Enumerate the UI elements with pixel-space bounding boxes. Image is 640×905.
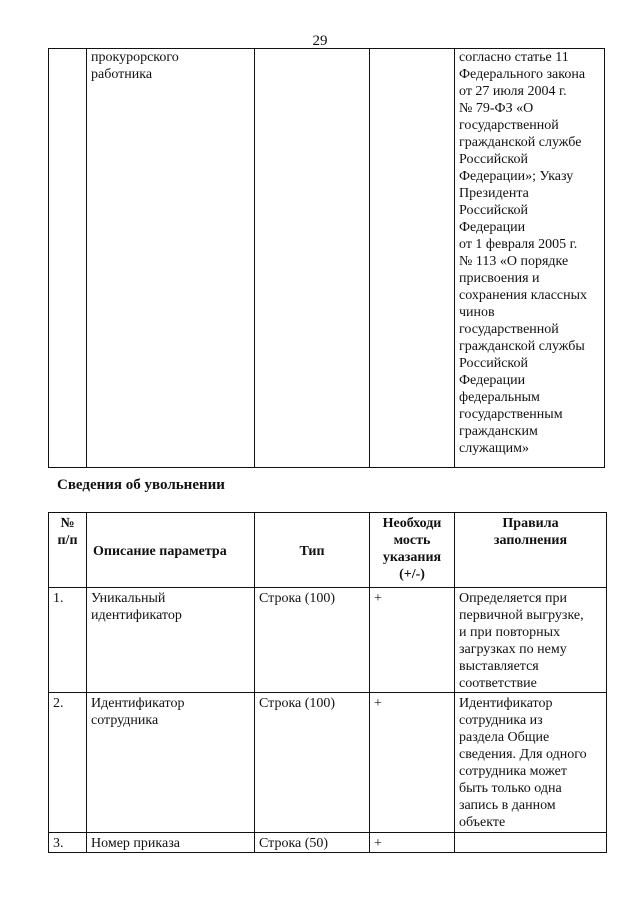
section-heading: Сведения об увольнении (57, 477, 225, 493)
continued-parameters-table (48, 48, 605, 468)
page-number: 29 (312, 33, 328, 49)
table-row (49, 693, 607, 833)
rules-cell: согласно статье 11 Федерального закона от 27 июля 2004 г. № 79-ФЗ «О государственной гражданской службе Российской Федерации»; Указу Президента Российской Федерации от 1 февраля 2005 г. № 113 «О порядке присвоения и сохранения классных чинов государственной гражданской службы Российской Федерации федеральным государственным гражданским служащим» (455, 49, 605, 468)
type-cell: Строка (100) (255, 693, 370, 833)
num-cell: 2. (49, 693, 87, 833)
required-cell: + (370, 588, 455, 693)
table-row (49, 588, 607, 693)
header-required: Необходи мость указания (+/-) (370, 513, 455, 588)
description-cell: прокурорского работника (87, 49, 255, 468)
table-row (49, 49, 605, 468)
type-cell: Строка (50) (255, 833, 370, 853)
header-num: № п/п (49, 513, 87, 588)
description-cell: Уникальный идентификатор (87, 588, 255, 693)
num-cell: 3. (49, 833, 87, 853)
rules-cell (455, 833, 607, 853)
num-cell (49, 49, 87, 468)
num-cell: 1. (49, 588, 87, 693)
rules-cell: Определяется при первичной выгрузке, и при повторных загрузках по нему выставляется соответствие (455, 588, 607, 693)
type-cell: Строка (100) (255, 588, 370, 693)
header-type: Тип (255, 513, 370, 588)
required-cell: + (370, 833, 455, 853)
header-description: Описание параметра (87, 513, 255, 588)
required-cell (370, 49, 455, 468)
header-rules: Правила заполнения (455, 513, 607, 588)
type-cell (255, 49, 370, 468)
description-cell: Номер приказа (87, 833, 255, 853)
table-row (49, 833, 607, 853)
description-cell: Идентификатор сотрудника (87, 693, 255, 833)
rules-cell: Идентификатор сотрудника из раздела Общие сведения. Для одного сотрудника может быть только одна запись в данном объекте (455, 693, 607, 833)
required-cell: + (370, 693, 455, 833)
dismissal-parameters-table (48, 512, 607, 853)
header-row (49, 513, 607, 588)
